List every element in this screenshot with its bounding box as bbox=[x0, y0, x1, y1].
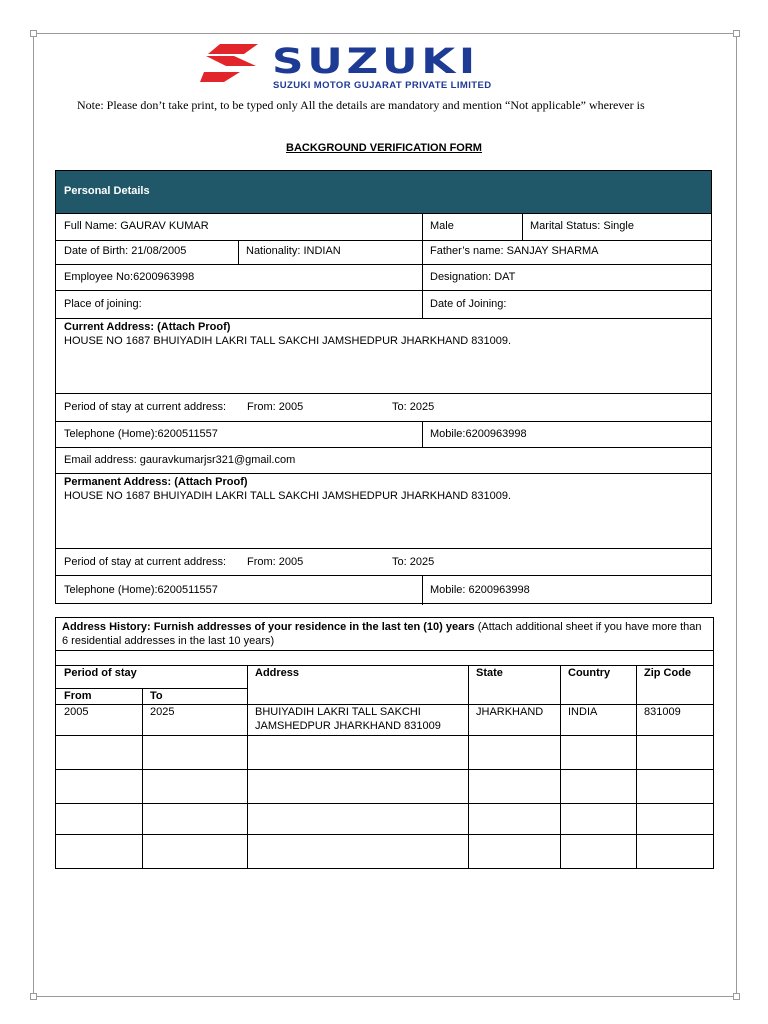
history-address-line1: BHUIYADIH LAKRI TALL SAKCHI bbox=[255, 706, 421, 718]
dob-field[interactable]: Date of Birth: 21/08/2005 bbox=[64, 245, 187, 257]
corner-marker bbox=[733, 30, 740, 37]
period-of-stay-header: Period of stay bbox=[64, 667, 137, 679]
employee-no-field[interactable]: Employee No:6200963998 bbox=[64, 271, 195, 283]
logo-subtitle: SUZUKI MOTOR GUJARAT PRIVATE LIMITED bbox=[273, 80, 492, 91]
corner-marker bbox=[30, 30, 37, 37]
address-history-title: Address History: Furnish addresses of your residence in the last ten (10) years bbox=[62, 621, 475, 633]
suzuki-s-mark-icon bbox=[200, 44, 262, 84]
permanent-period-to[interactable]: To: 2025 bbox=[392, 556, 435, 568]
address-history-intro bbox=[56, 618, 713, 648]
mobile-field[interactable]: Mobile:6200963998 bbox=[430, 428, 527, 440]
current-period-to[interactable]: To: 2025 bbox=[392, 401, 435, 413]
history-address-cell[interactable] bbox=[247, 704, 441, 733]
current-period-from[interactable]: From: 2005 bbox=[247, 401, 304, 413]
telephone-home-field[interactable]: Telephone (Home):6200511557 bbox=[64, 428, 218, 440]
to-header: To bbox=[150, 690, 163, 702]
marital-status-field[interactable]: Marital Status: Single bbox=[530, 220, 634, 232]
history-address-line2: JAMSHEDPUR JHARKHAND 831009 bbox=[255, 720, 441, 732]
permanent-period-from[interactable]: From: 2005 bbox=[247, 556, 304, 568]
state-header: State bbox=[476, 667, 503, 679]
zip-code-header: Zip Code bbox=[644, 667, 692, 679]
history-to-cell[interactable]: 2025 bbox=[150, 706, 175, 718]
permanent-address-label: Permanent Address: (Attach Proof) bbox=[64, 476, 248, 488]
date-of-joining-field[interactable]: Date of Joining: bbox=[430, 298, 507, 310]
instruction-note: Note: Please don’t take print, to be typed only All the details are mandatory and mention “Not applicable” wherever is bbox=[77, 98, 645, 112]
logo-wordmark: SUZUKI bbox=[272, 42, 479, 82]
corner-marker bbox=[733, 993, 740, 1000]
mobile-field-2[interactable]: Mobile: 6200963998 bbox=[430, 584, 530, 596]
history-zip-cell[interactable]: 831009 bbox=[644, 706, 681, 718]
personal-details-header: Personal Details bbox=[56, 171, 711, 213]
gender-field[interactable]: Male bbox=[430, 220, 454, 232]
from-header: From bbox=[64, 690, 92, 702]
permanent-address-value: HOUSE NO 1687 BHUIYADIH LAKRI TALL SAKCHI JAMSHEDPUR JHARKHAND 831009. bbox=[64, 490, 512, 502]
place-of-joining-field[interactable]: Place of joining: bbox=[64, 298, 142, 310]
telephone-home-field-2[interactable]: Telephone (Home):6200511557 bbox=[64, 584, 218, 596]
address-history-note: (Attach additional sheet if you have more than 6 residential addresses in the last 10 years) bbox=[62, 621, 702, 647]
address-history-table bbox=[55, 617, 714, 869]
history-country-cell[interactable]: INDIA bbox=[568, 706, 598, 718]
form-title: BACKGROUND VERIFICATION FORM bbox=[286, 142, 482, 154]
nationality-field[interactable]: Nationality: INDIAN bbox=[246, 245, 341, 257]
history-state-cell[interactable]: JHARKHAND bbox=[476, 706, 544, 718]
history-from-cell[interactable]: 2005 bbox=[64, 706, 89, 718]
personal-details-table bbox=[55, 170, 712, 604]
current-address-label: Current Address: (Attach Proof) bbox=[64, 321, 231, 333]
current-address-value: HOUSE NO 1687 BHUIYADIH LAKRI TALL SAKCHI JAMSHEDPUR JHARKHAND 831009. bbox=[64, 335, 512, 347]
suzuki-logo bbox=[200, 42, 520, 94]
address-header: Address bbox=[255, 667, 300, 679]
current-address-block[interactable] bbox=[56, 318, 511, 348]
current-period-label: Period of stay at current address: bbox=[64, 401, 227, 413]
father-name-field[interactable]: Father’s name: SANJAY SHARMA bbox=[430, 245, 599, 257]
permanent-period-label: Period of stay at current address: bbox=[64, 556, 227, 568]
country-header: Country bbox=[568, 667, 611, 679]
designation-field[interactable]: Designation: DAT bbox=[430, 271, 516, 283]
permanent-address-block[interactable] bbox=[56, 473, 511, 503]
corner-marker bbox=[30, 993, 37, 1000]
email-field[interactable]: Email address: gauravkumarjsr321@gmail.com bbox=[64, 454, 296, 466]
full-name-field[interactable]: Full Name: GAURAV KUMAR bbox=[64, 220, 209, 232]
